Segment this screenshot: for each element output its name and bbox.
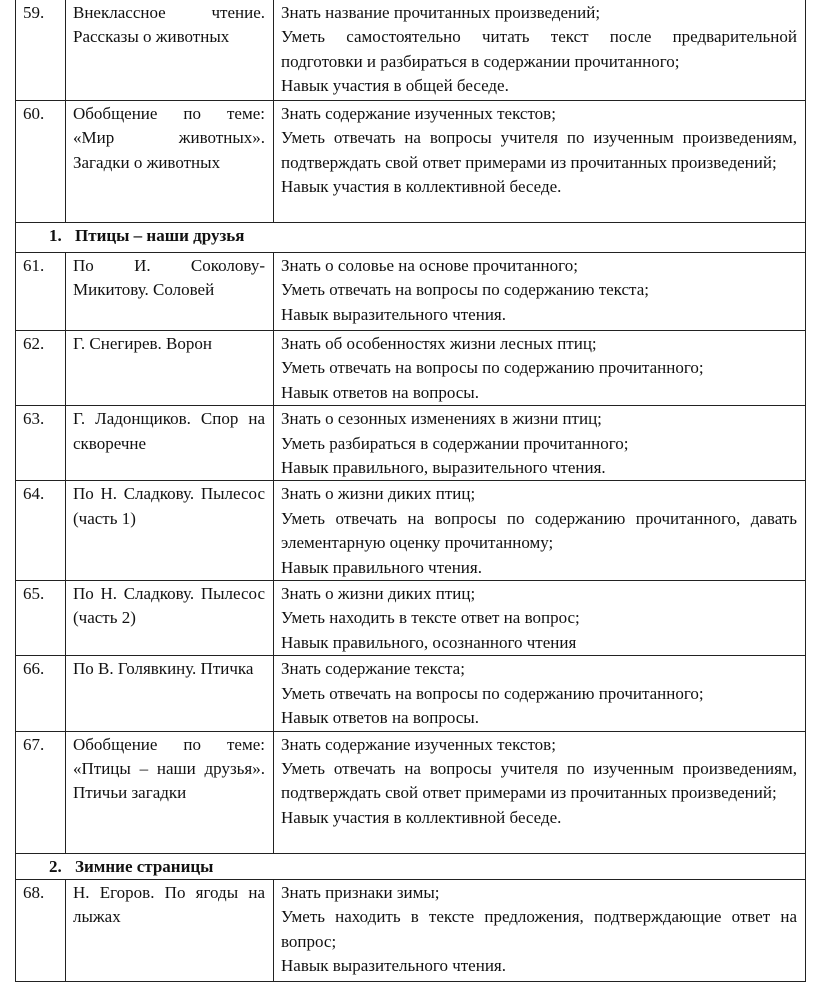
lesson-number: 65. xyxy=(16,581,66,656)
requirement-item: Навык правильного, осознанного чтения xyxy=(281,632,577,652)
table-row xyxy=(16,331,806,406)
table-row xyxy=(16,581,806,656)
requirement-item: Навык правильного, выразительного чтения. xyxy=(281,458,606,478)
requirement-item: Знать содержание текста; xyxy=(281,659,465,679)
lesson-topic: По И. Соколову-Микитову. Соловей xyxy=(66,253,274,331)
lesson-topic: Обобщение по теме: «Мир животных». Загадки о животных xyxy=(66,101,274,223)
requirement-item: Знать о жизни диких птиц; xyxy=(281,584,476,604)
lesson-requirements xyxy=(274,481,806,581)
lesson-topic: По Н. Сладкову. Пылесос (часть 1) xyxy=(66,481,274,581)
requirement-item: Уметь находить в тексте ответ на вопрос; xyxy=(281,608,580,628)
requirement-item: Уметь отвечать на вопросы по содержанию текста; xyxy=(281,280,649,300)
lesson-topic: По В. Голявкину. Птичка xyxy=(66,656,274,731)
lesson-topic: Г. Ладонщиков. Спор на скворечне xyxy=(66,406,274,481)
lesson-requirements xyxy=(274,331,806,406)
section-header-row xyxy=(16,223,806,253)
requirement-item: Уметь отвечать на вопросы учителя по изученным произведениям, подтверждать свой ответ примерами из прочитанных произведений; xyxy=(281,758,797,803)
requirement-item: Знать признаки зимы; xyxy=(281,882,440,902)
lesson-requirements xyxy=(274,581,806,656)
lesson-requirements xyxy=(274,406,806,481)
lesson-requirements xyxy=(274,879,806,981)
requirement-item: Навык выразительного чтения. xyxy=(281,304,506,324)
section-title xyxy=(16,223,806,253)
lesson-number: 60. xyxy=(16,101,66,223)
lesson-number: 61. xyxy=(16,253,66,331)
requirement-item: Навык выразительного чтения. xyxy=(281,956,506,976)
requirement-item: Знать содержание изученных текстов; xyxy=(281,104,556,123)
lesson-requirements xyxy=(274,0,806,101)
lesson-number: 59. xyxy=(16,0,66,101)
requirement-item: Знать о жизни диких птиц; xyxy=(281,484,476,504)
table-row xyxy=(16,253,806,331)
section-label: Зимние страницы xyxy=(75,856,214,876)
requirement-item: Навык ответов на вопросы. xyxy=(281,708,479,728)
requirement-item: Навык участия в общей беседе. xyxy=(281,76,509,96)
section-header-row xyxy=(16,853,806,879)
lesson-topic: Н. Егоров. По ягоды на лыжах xyxy=(66,879,274,981)
table-row xyxy=(16,101,806,223)
lesson-plan-table xyxy=(15,0,806,982)
requirement-item: Уметь самостоятельно читать текст после предварительной подготовки и разбираться в содержании прочитанного; xyxy=(281,27,797,71)
requirement-item: Навык участия в коллективной беседе. xyxy=(281,177,562,197)
requirement-item: Уметь находить в тексте предложения, подтверждающие ответ на вопрос; xyxy=(281,907,797,951)
requirement-item: Уметь отвечать на вопросы по содержанию прочитанного, давать элементарную оценку прочитанному; xyxy=(281,508,797,553)
lesson-requirements xyxy=(274,101,806,223)
table-row xyxy=(16,0,806,101)
lesson-number: 68. xyxy=(16,879,66,981)
lesson-topic: По Н. Сладкову. Пылесос (часть 2) xyxy=(66,581,274,656)
lesson-number: 64. xyxy=(16,481,66,581)
lesson-requirements xyxy=(274,656,806,731)
requirement-item: Знать о сезонных изменениях в жизни птиц; xyxy=(281,409,602,429)
requirement-item: Знать об особенностях жизни лесных птиц; xyxy=(281,334,597,353)
lesson-requirements xyxy=(274,253,806,331)
requirement-item: Уметь отвечать на вопросы по содержанию прочитанного; xyxy=(281,358,704,378)
lesson-number: 63. xyxy=(16,406,66,481)
lesson-topic: Внеклассное чтение. Рассказы о животных xyxy=(66,0,274,101)
table-row xyxy=(16,406,806,481)
lesson-requirements xyxy=(274,731,806,853)
section-title xyxy=(16,853,806,879)
requirement-item: Уметь разбираться в содержании прочитанного; xyxy=(281,433,629,453)
requirement-item: Уметь отвечать на вопросы по содержанию прочитанного; xyxy=(281,683,704,703)
requirement-item: Уметь отвечать на вопросы учителя по изученным произведениям, подтверждать свой ответ примерами из прочитанных произведений; xyxy=(281,128,797,172)
requirement-item: Знать название прочитанных произведений; xyxy=(281,3,601,22)
requirement-item: Знать содержание изученных текстов; xyxy=(281,734,556,754)
lesson-number: 66. xyxy=(16,656,66,731)
table-row xyxy=(16,656,806,731)
section-label: Птицы – наши друзья xyxy=(75,226,245,245)
table-row xyxy=(16,481,806,581)
lesson-number: 67. xyxy=(16,731,66,853)
section-number: 2. xyxy=(49,856,62,876)
requirement-item: Навык ответов на вопросы. xyxy=(281,382,479,402)
table-row xyxy=(16,879,806,981)
lesson-topic: Обобщение по теме: «Птицы – наши друзья». Птичьи загадки xyxy=(66,731,274,853)
requirement-item: Навык правильного чтения. xyxy=(281,557,482,577)
lesson-topic: Г. Снегирев. Ворон xyxy=(66,331,274,406)
requirement-item: Знать о соловье на основе прочитанного; xyxy=(281,256,578,275)
lesson-number: 62. xyxy=(16,331,66,406)
requirement-item: Навык участия в коллективной беседе. xyxy=(281,807,562,827)
table-row xyxy=(16,731,806,853)
section-number: 1. xyxy=(49,226,62,245)
